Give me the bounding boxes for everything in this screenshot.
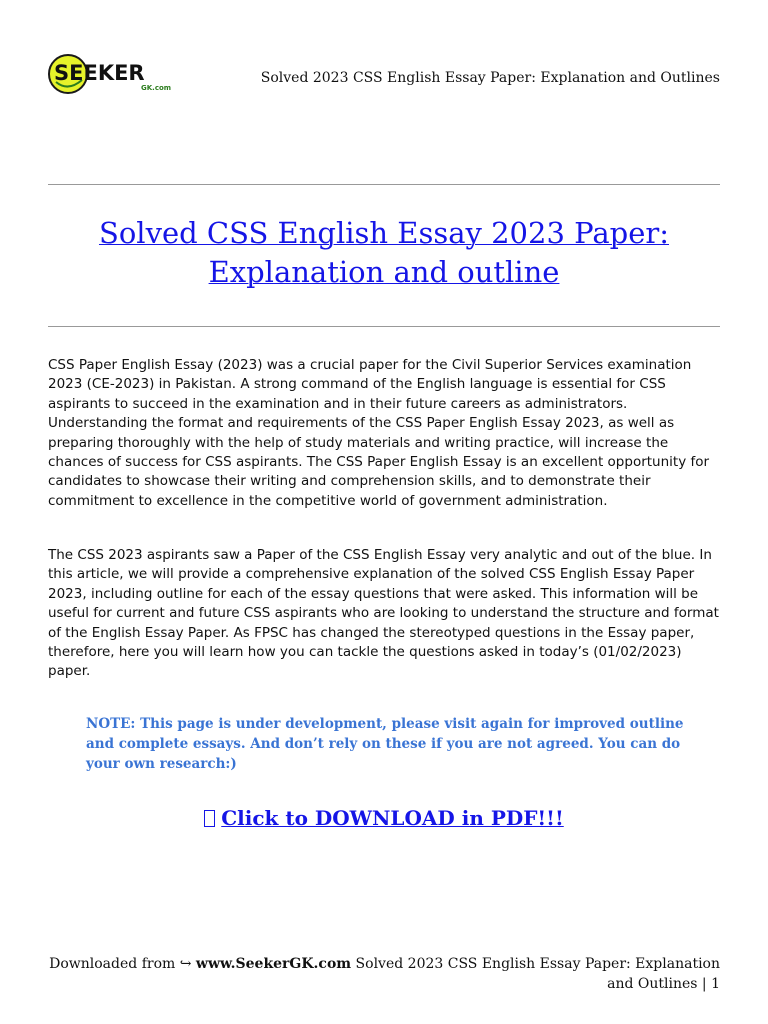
logo-subtext: GK.com [141,84,172,92]
title-line-2: Explanation and outline [208,255,560,289]
bottom-divider [48,326,720,327]
paragraph-intro: CSS Paper English Essay (2023) was a crucial paper for the Civil Superior Services examination 2023 (CE-2023) in Pakistan. A strong command of the English language is essential for CSS aspirants to succeed in the examination and in their future careers as administrators. Understanding the format and requirements of the CSS Paper English Essay 2023, as well as preparing thoroughly with the help of study materials and writing practice, will increase the chances of success for CSS aspirants. The CSS Paper English Essay is an excellent opportunity for candidates to showcase their writing and comprehension skills, and to demonstrate their commitment to excellence in the competitive world of government administration. [48,357,710,509]
article-title-link[interactable] [99,216,669,289]
title-line-1: Solved CSS English Essay 2023 Paper: [98,216,669,250]
missing-glyph-icon [204,810,215,827]
page-footer [48,954,720,994]
footer-prefix: Downloaded from ↪ [49,956,196,972]
download-label: Click to DOWNLOAD in PDF!!! [221,806,564,830]
download-pdf-link[interactable] [204,806,564,830]
logo-text: SEEKER [54,61,145,85]
footer-suffix: Solved 2023 CSS English Essay Paper: Explanation and Outlines | 1 [351,956,720,992]
paragraph-overview: The CSS 2023 aspirants saw a Paper of the CSS English Essay very analytic and out of the blue. In this article, we will provide a comprehensive explanation of the solved CSS English Essay Paper 2023, including outline for each of the essay questions that were asked. This information will be useful for current and future CSS aspirants who are looking to understand the structure and format of the English Essay Paper. As FPSC has changed the stereotyped questions in the Essay paper, therefore, here you will learn how you can tackle the questions asked in today’s (01/02/2023) paper. [48,547,719,680]
download-section [48,806,720,830]
seekergk-logo[interactable] [48,52,172,96]
top-divider [48,184,720,185]
development-note: NOTE: This page is under development, please visit again for improved outline and complete essays. And don’t rely on these if you are not agreed. You can do your own research:) [86,716,684,772]
article-title [48,214,720,292]
footer-site-link[interactable]: www.SeekerGK.com [195,956,352,972]
header-title: Solved 2023 CSS English Essay Paper: Explanation and Outlines [260,70,720,86]
